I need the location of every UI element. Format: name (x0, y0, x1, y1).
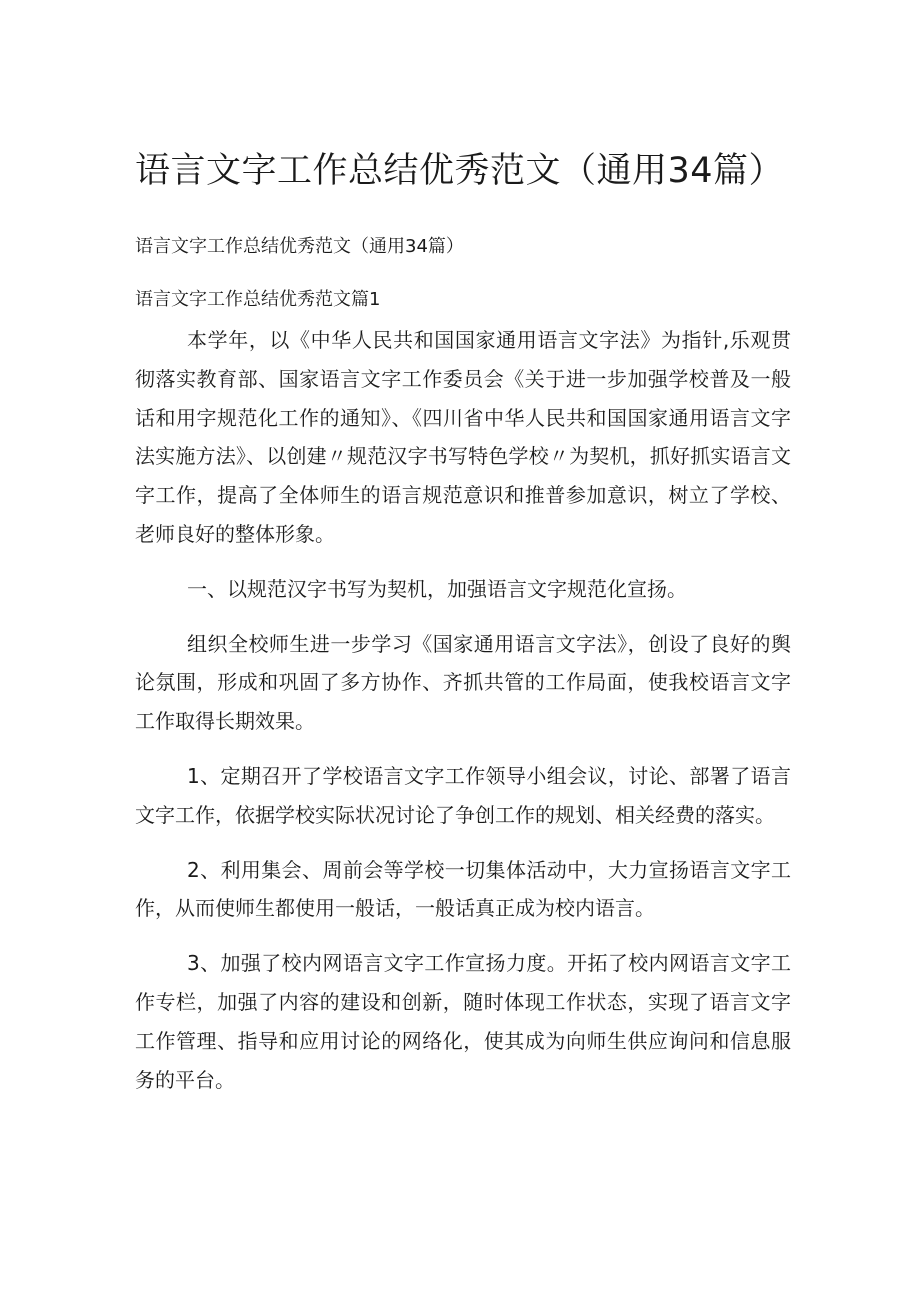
paragraph-intro: 本学年，以《中华人民共和国国家通用语言文字法》为指针,乐观贯彻落实教育部、国家语言文字工作委员会《关于进一步加强学校普及一般话和用字规范化工作的通知》、《四川省中华人民共和国国家通用语言文字法实施方法》、以创建〃规范汉字书写特色学校〃为契机，抓好抓实语言文字工作，提高了全体师生的语言规范意识和推普参加意识，树立了学校、老师良好的整体形象。 (135, 328, 791, 546)
document-body (135, 321, 791, 1115)
paragraph-item-2: 2、利用集会、周前会等学校一切集体活动中，大力宣扬语言文字工作，从而使师生都使用一般话，一般话真正成为校内语言。 (135, 857, 791, 921)
document-title: 语言文字工作总结优秀范文（通用34篇） (135, 151, 785, 191)
section-heading: 语言文字工作总结优秀范文篇1 (135, 289, 381, 310)
paragraph-organize: 组织全校师生进一步学习《国家通用语言文字法》，创设了良好的舆论氛围，形成和巩固了多方协作、齐抓共管的工作局面，使我校语言文字工作取得长期效果。 (135, 631, 791, 734)
paragraph-heading-one: 一、以规范汉字书写为契机，加强语言文字规范化宣扬。 (187, 576, 687, 601)
paragraph-item-3: 3、加强了校内网语言文字工作宣扬力度。开拓了校内网语言文字工作专栏，加强了内容的建设和创新，随时体现工作状态，实现了语言文字工作管理、指导和应用讨论的网络化，使其成为向师生供应询问和信息服务的平台。 (135, 951, 791, 1092)
paragraph-item-1: 1、定期召开了学校语言文字工作领导小组会议，讨论、部署了语言文字工作，依据学校实际状况讨论了争创工作的规划、相关经费的落实。 (135, 763, 791, 827)
document-subtitle: 语言文字工作总结优秀范文（通用34篇） (135, 236, 464, 257)
